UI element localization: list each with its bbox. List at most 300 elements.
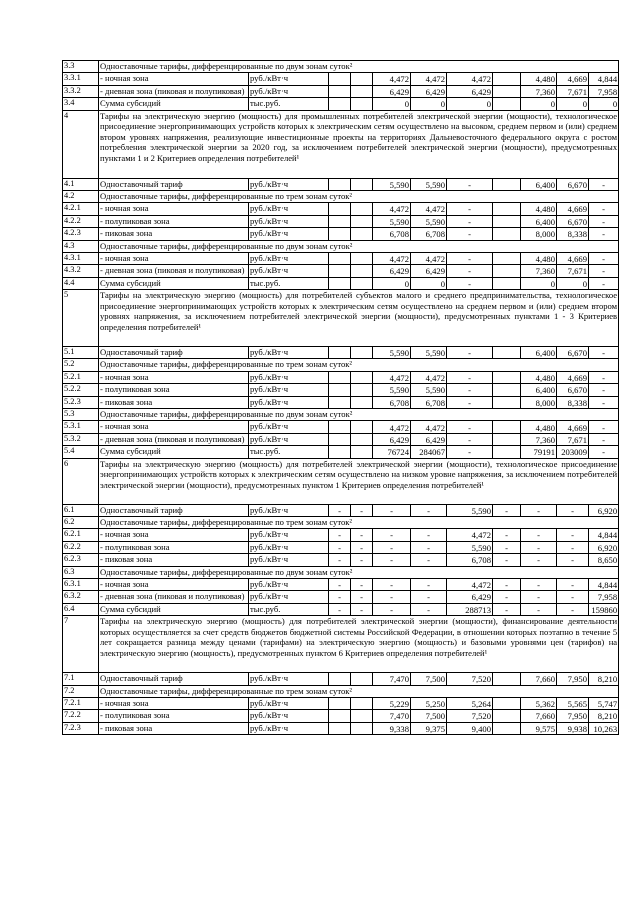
value-cell: 0 bbox=[411, 277, 447, 289]
value-cell: - bbox=[557, 591, 589, 603]
table-row bbox=[63, 61, 619, 73]
value-cell: 5,590 bbox=[411, 178, 447, 190]
value-cell: 4,472 bbox=[373, 421, 411, 433]
value-cell: - bbox=[589, 277, 619, 289]
value-cell: 4,669 bbox=[557, 252, 589, 264]
value-cell: - bbox=[329, 591, 351, 603]
value-cell: - bbox=[589, 265, 619, 277]
table-row bbox=[63, 73, 619, 85]
table-row bbox=[63, 409, 619, 421]
value-cell bbox=[351, 73, 373, 85]
value-cell: - bbox=[521, 591, 557, 603]
value-cell: 4,480 bbox=[521, 203, 557, 215]
table-row bbox=[63, 396, 619, 408]
table-row bbox=[63, 290, 619, 347]
table-row bbox=[63, 228, 619, 240]
value-cell: 6,429 bbox=[447, 85, 493, 97]
value-cell: 5,590 bbox=[373, 178, 411, 190]
table-row bbox=[63, 504, 619, 516]
table-row bbox=[63, 110, 619, 178]
value-cell: 4,472 bbox=[411, 203, 447, 215]
value-cell: - bbox=[447, 252, 493, 264]
value-cell: - bbox=[351, 541, 373, 553]
row-unit: руб./кВт·ч bbox=[249, 722, 329, 734]
value-cell: 79191 bbox=[521, 446, 557, 458]
row-number: 4.2.2 bbox=[63, 215, 99, 227]
row-unit: руб./кВт·ч bbox=[249, 504, 329, 516]
value-cell: - bbox=[447, 203, 493, 215]
value-cell bbox=[493, 98, 521, 110]
value-cell: - bbox=[447, 396, 493, 408]
value-cell: - bbox=[447, 277, 493, 289]
value-cell: 0 bbox=[447, 98, 493, 110]
value-cell: 159860 bbox=[589, 603, 619, 615]
value-cell: - bbox=[521, 504, 557, 516]
value-cell: 6,708 bbox=[373, 396, 411, 408]
row-number: 5.1 bbox=[63, 347, 99, 359]
value-cell: 7,950 bbox=[557, 710, 589, 722]
value-cell bbox=[329, 371, 351, 383]
row-number: 3.3.1 bbox=[63, 73, 99, 85]
row-unit: тыс.руб. bbox=[249, 98, 329, 110]
value-cell bbox=[329, 73, 351, 85]
value-cell bbox=[329, 85, 351, 97]
row-label: Одноставочный тариф bbox=[99, 673, 249, 685]
value-cell: 7,671 bbox=[557, 265, 589, 277]
value-cell: - bbox=[589, 384, 619, 396]
value-cell: 4,472 bbox=[373, 371, 411, 383]
value-cell: - bbox=[373, 578, 411, 590]
section-heading: Тарифы на электрическую энергию (мощность) для потребителей электрической энергии (мощности), финансирование деятельности которых осуществляется за счет средств бюджетов бюджетной системы Российской Федерации, в отношении которых поэтапно в течение 5 лет сокращается разница между ценами (тарифами) на электрическую энергию (мощность) и базовыми уровнями цен (тарифов) на электрическую энергию (мощность), предусмотренных пунктом 6 Критериев определения потребителей¹ bbox=[99, 616, 619, 673]
row-number: 4.3.1 bbox=[63, 252, 99, 264]
value-cell: - bbox=[493, 504, 521, 516]
value-cell: - bbox=[447, 265, 493, 277]
row-number: 6.2.1 bbox=[63, 529, 99, 541]
value-cell: 7,671 bbox=[557, 433, 589, 445]
row-number: 6.3 bbox=[63, 566, 99, 578]
subsection-heading: Одноставочные тарифы, дифференцированные по двум зонам суток² bbox=[99, 409, 619, 421]
value-cell: 7,958 bbox=[589, 85, 619, 97]
value-cell: - bbox=[493, 541, 521, 553]
value-cell: 7,500 bbox=[411, 710, 447, 722]
value-cell bbox=[329, 710, 351, 722]
table-row bbox=[63, 673, 619, 685]
table-row bbox=[63, 516, 619, 528]
row-number: 4.4 bbox=[63, 277, 99, 289]
value-cell bbox=[329, 384, 351, 396]
value-cell: - bbox=[557, 529, 589, 541]
value-cell: 6,708 bbox=[373, 228, 411, 240]
row-number: 6 bbox=[63, 458, 99, 504]
row-label: - ночная зона bbox=[99, 578, 249, 590]
value-cell: 7,470 bbox=[373, 673, 411, 685]
value-cell: 7,470 bbox=[373, 710, 411, 722]
value-cell: 4,844 bbox=[589, 529, 619, 541]
row-label: Сумма субсидий bbox=[99, 277, 249, 289]
value-cell bbox=[351, 722, 373, 734]
value-cell: 9,400 bbox=[447, 722, 493, 734]
value-cell: 8,210 bbox=[589, 710, 619, 722]
value-cell bbox=[351, 178, 373, 190]
row-label: - полупиковая зона bbox=[99, 215, 249, 227]
row-number: 4.3 bbox=[63, 240, 99, 252]
row-unit: руб./кВт·ч bbox=[249, 396, 329, 408]
value-cell: - bbox=[557, 578, 589, 590]
value-cell: 5,250 bbox=[411, 697, 447, 709]
value-cell: 0 bbox=[521, 98, 557, 110]
table-row bbox=[63, 458, 619, 504]
subsection-heading: Одноставочные тарифы, дифференцированные по трем зонам суток² bbox=[99, 685, 619, 697]
value-cell: 6,920 bbox=[589, 504, 619, 516]
value-cell bbox=[493, 421, 521, 433]
table-row bbox=[63, 566, 619, 578]
value-cell: 5,590 bbox=[411, 384, 447, 396]
table-row bbox=[63, 554, 619, 566]
value-cell: - bbox=[447, 215, 493, 227]
value-cell: - bbox=[329, 603, 351, 615]
value-cell: 5,362 bbox=[521, 697, 557, 709]
value-cell: 6,670 bbox=[557, 347, 589, 359]
value-cell: 76724 bbox=[373, 446, 411, 458]
value-cell: - bbox=[373, 591, 411, 603]
value-cell: 4,472 bbox=[411, 421, 447, 433]
row-number: 6.3.1 bbox=[63, 578, 99, 590]
row-label: - дневная зона (пиковая и полупиковая) bbox=[99, 591, 249, 603]
value-cell: - bbox=[447, 228, 493, 240]
value-cell: 8,338 bbox=[557, 396, 589, 408]
value-cell: 7,520 bbox=[447, 673, 493, 685]
section-heading: Тарифы на электрическую энергию (мощность) для промышленных потребителей электрической энергии (мощности), технологическое присоединение энергопринимающих устройств которых к электрическим сетям осуществлено на высоком, среднем первом и (или) среднем втором уровнях напряжения, реализующие инвестиционные проекты на территориях Дальневосточного федерального округа с ростом потребления электрической энергии за 2020 год, за исключением потребителей электрической энергии (мощности), предусмотренных пунктами 1 и 2 Критериев определения потребителей¹ bbox=[99, 110, 619, 178]
table-row bbox=[63, 203, 619, 215]
value-cell: - bbox=[351, 529, 373, 541]
row-number: 7.2.3 bbox=[63, 722, 99, 734]
row-number: 6.2 bbox=[63, 516, 99, 528]
value-cell: 4,480 bbox=[521, 371, 557, 383]
value-cell: - bbox=[589, 228, 619, 240]
value-cell bbox=[493, 396, 521, 408]
row-label: Одноставочный тариф bbox=[99, 178, 249, 190]
value-cell: - bbox=[521, 578, 557, 590]
table-row bbox=[63, 541, 619, 553]
value-cell bbox=[351, 215, 373, 227]
value-cell: - bbox=[521, 554, 557, 566]
value-cell: 6,429 bbox=[411, 433, 447, 445]
value-cell: - bbox=[589, 396, 619, 408]
value-cell: - bbox=[493, 578, 521, 590]
row-number: 6.2.3 bbox=[63, 554, 99, 566]
value-cell: - bbox=[411, 591, 447, 603]
row-unit: тыс.руб. bbox=[249, 603, 329, 615]
value-cell bbox=[351, 371, 373, 383]
row-unit: руб./кВт·ч bbox=[249, 591, 329, 603]
row-number: 5.3.2 bbox=[63, 433, 99, 445]
row-number: 7.2.1 bbox=[63, 697, 99, 709]
table-row bbox=[63, 190, 619, 202]
table-row bbox=[63, 685, 619, 697]
value-cell: - bbox=[351, 578, 373, 590]
row-label: - ночная зона bbox=[99, 371, 249, 383]
row-label: - ночная зона bbox=[99, 697, 249, 709]
row-label: - дневная зона (пиковая и полупиковая) bbox=[99, 265, 249, 277]
value-cell bbox=[329, 277, 351, 289]
value-cell: - bbox=[373, 504, 411, 516]
row-number: 5.3 bbox=[63, 409, 99, 421]
value-cell bbox=[351, 446, 373, 458]
value-cell bbox=[493, 673, 521, 685]
table-row bbox=[63, 529, 619, 541]
value-cell: 4,472 bbox=[411, 371, 447, 383]
row-unit: руб./кВт·ч bbox=[249, 578, 329, 590]
row-label: Одноставочный тариф bbox=[99, 504, 249, 516]
value-cell bbox=[329, 421, 351, 433]
value-cell bbox=[351, 228, 373, 240]
value-cell bbox=[329, 203, 351, 215]
value-cell: - bbox=[447, 433, 493, 445]
value-cell: - bbox=[557, 603, 589, 615]
row-number: 7.2.2 bbox=[63, 710, 99, 722]
value-cell bbox=[493, 203, 521, 215]
row-label: - ночная зона bbox=[99, 73, 249, 85]
table-row bbox=[63, 697, 619, 709]
value-cell bbox=[351, 252, 373, 264]
value-cell: - bbox=[589, 347, 619, 359]
value-cell: 7,660 bbox=[521, 673, 557, 685]
tariff-table bbox=[62, 60, 619, 735]
row-unit: тыс.руб. bbox=[249, 277, 329, 289]
value-cell bbox=[351, 347, 373, 359]
value-cell: - bbox=[351, 591, 373, 603]
value-cell: 0 bbox=[411, 98, 447, 110]
table-row bbox=[63, 616, 619, 673]
row-label: - пиковая зона bbox=[99, 396, 249, 408]
value-cell: 6,429 bbox=[373, 265, 411, 277]
row-label: - полупиковая зона bbox=[99, 384, 249, 396]
table-row bbox=[63, 578, 619, 590]
value-cell bbox=[493, 347, 521, 359]
value-cell: 5,590 bbox=[411, 347, 447, 359]
value-cell: - bbox=[589, 215, 619, 227]
value-cell: 6,670 bbox=[557, 215, 589, 227]
value-cell: 5,565 bbox=[557, 697, 589, 709]
value-cell: - bbox=[557, 554, 589, 566]
row-label: - пиковая зона bbox=[99, 722, 249, 734]
table-row bbox=[63, 384, 619, 396]
table-row bbox=[63, 446, 619, 458]
value-cell: - bbox=[329, 504, 351, 516]
table-row bbox=[63, 591, 619, 603]
row-number: 3.3 bbox=[63, 61, 99, 73]
value-cell: 5,590 bbox=[411, 215, 447, 227]
value-cell: - bbox=[589, 252, 619, 264]
row-unit: руб./кВт·ч bbox=[249, 203, 329, 215]
value-cell bbox=[351, 384, 373, 396]
value-cell: - bbox=[493, 603, 521, 615]
row-label: - ночная зона bbox=[99, 529, 249, 541]
value-cell: 4,844 bbox=[589, 578, 619, 590]
row-unit: руб./кВт·ч bbox=[249, 85, 329, 97]
value-cell: - bbox=[329, 554, 351, 566]
value-cell: 4,472 bbox=[373, 252, 411, 264]
row-label: - дневная зона (пиковая и полупиковая) bbox=[99, 433, 249, 445]
row-number: 5.2 bbox=[63, 359, 99, 371]
table-row bbox=[63, 215, 619, 227]
value-cell bbox=[351, 265, 373, 277]
value-cell: - bbox=[447, 347, 493, 359]
subsection-heading: Одноставочные тарифы, дифференцированные по двум зонам суток² bbox=[99, 240, 619, 252]
value-cell: - bbox=[373, 554, 411, 566]
value-cell: - bbox=[351, 504, 373, 516]
value-cell: 6,400 bbox=[521, 178, 557, 190]
value-cell: 4,480 bbox=[521, 421, 557, 433]
value-cell: 7,950 bbox=[557, 673, 589, 685]
section-heading: Тарифы на электрическую энергию (мощность) для потребителей субъектов малого и среднего предпринимательства, технологическое присоединение энергопринимающих устройств которых к электрическим сетям осуществлено на среднем первом и (или) среднем втором уровнях напряжения, за исключением потребителей электрической энергии (мощности), предусмотренных пунктами 1 - 3 Критериев определения потребителей¹ bbox=[99, 290, 619, 347]
value-cell: 6,708 bbox=[447, 554, 493, 566]
row-number: 6.1 bbox=[63, 504, 99, 516]
row-number: 7.2 bbox=[63, 685, 99, 697]
value-cell: 4,472 bbox=[411, 73, 447, 85]
value-cell: 4,472 bbox=[373, 73, 411, 85]
value-cell bbox=[329, 215, 351, 227]
value-cell: 6,670 bbox=[557, 384, 589, 396]
row-number: 7 bbox=[63, 616, 99, 673]
value-cell: - bbox=[329, 578, 351, 590]
row-unit: руб./кВт·ч bbox=[249, 265, 329, 277]
value-cell: 288713 bbox=[447, 603, 493, 615]
value-cell: - bbox=[589, 446, 619, 458]
value-cell: 5,229 bbox=[373, 697, 411, 709]
row-unit: руб./кВт·ч bbox=[249, 384, 329, 396]
value-cell bbox=[493, 228, 521, 240]
value-cell bbox=[493, 446, 521, 458]
value-cell: 5,590 bbox=[447, 504, 493, 516]
value-cell bbox=[351, 98, 373, 110]
value-cell: 6,429 bbox=[373, 85, 411, 97]
table-row bbox=[63, 421, 619, 433]
value-cell bbox=[493, 722, 521, 734]
value-cell: 8,650 bbox=[589, 554, 619, 566]
value-cell: 5,590 bbox=[373, 347, 411, 359]
row-unit: руб./кВт·ч bbox=[249, 529, 329, 541]
row-unit: руб./кВт·ч bbox=[249, 347, 329, 359]
row-number: 6.2.2 bbox=[63, 541, 99, 553]
row-unit: руб./кВт·ч bbox=[249, 433, 329, 445]
row-label: - ночная зона bbox=[99, 203, 249, 215]
value-cell: 0 bbox=[557, 277, 589, 289]
value-cell: 8,338 bbox=[557, 228, 589, 240]
value-cell: - bbox=[589, 421, 619, 433]
value-cell: - bbox=[589, 371, 619, 383]
value-cell: 4,472 bbox=[447, 578, 493, 590]
subsection-heading: Одноставочные тарифы, дифференцированные по трем зонам суток² bbox=[99, 359, 619, 371]
value-cell bbox=[493, 697, 521, 709]
value-cell: - bbox=[411, 578, 447, 590]
value-cell: 6,920 bbox=[589, 541, 619, 553]
row-label: - ночная зона bbox=[99, 252, 249, 264]
value-cell: 5,747 bbox=[589, 697, 619, 709]
row-unit: руб./кВт·ч bbox=[249, 554, 329, 566]
value-cell: - bbox=[411, 603, 447, 615]
row-number: 7.1 bbox=[63, 673, 99, 685]
value-cell: 7,520 bbox=[447, 710, 493, 722]
value-cell: 8,000 bbox=[521, 228, 557, 240]
row-number: 5.3.1 bbox=[63, 421, 99, 433]
table-row bbox=[63, 603, 619, 615]
value-cell: - bbox=[521, 603, 557, 615]
value-cell: - bbox=[589, 203, 619, 215]
value-cell: 9,338 bbox=[373, 722, 411, 734]
row-unit: руб./кВт·ч bbox=[249, 697, 329, 709]
subsection-heading: Одноставочные тарифы, дифференцированные по трем зонам суток² bbox=[99, 516, 619, 528]
value-cell: - bbox=[447, 371, 493, 383]
table-row bbox=[63, 722, 619, 734]
value-cell: 0 bbox=[589, 98, 619, 110]
row-number: 4.2.1 bbox=[63, 203, 99, 215]
row-unit: руб./кВт·ч bbox=[249, 673, 329, 685]
value-cell: - bbox=[589, 178, 619, 190]
value-cell: - bbox=[493, 529, 521, 541]
value-cell bbox=[493, 85, 521, 97]
value-cell: 4,669 bbox=[557, 421, 589, 433]
value-cell bbox=[329, 673, 351, 685]
value-cell: 5,590 bbox=[373, 215, 411, 227]
row-number: 5.2.3 bbox=[63, 396, 99, 408]
value-cell: 6,400 bbox=[521, 384, 557, 396]
row-unit: руб./кВт·ч bbox=[249, 228, 329, 240]
value-cell: - bbox=[373, 541, 411, 553]
value-cell: 6,670 bbox=[557, 178, 589, 190]
value-cell: 9,575 bbox=[521, 722, 557, 734]
table-row bbox=[63, 240, 619, 252]
table-row bbox=[63, 178, 619, 190]
value-cell: - bbox=[493, 554, 521, 566]
value-cell bbox=[351, 396, 373, 408]
value-cell: 9,375 bbox=[411, 722, 447, 734]
row-number: 5.2.2 bbox=[63, 384, 99, 396]
value-cell: - bbox=[447, 446, 493, 458]
value-cell bbox=[329, 722, 351, 734]
value-cell: 4,480 bbox=[521, 252, 557, 264]
value-cell: 7,958 bbox=[589, 591, 619, 603]
value-cell bbox=[351, 673, 373, 685]
value-cell: 6,429 bbox=[411, 265, 447, 277]
value-cell: 6,429 bbox=[373, 433, 411, 445]
value-cell: 0 bbox=[521, 277, 557, 289]
value-cell bbox=[329, 178, 351, 190]
row-label: - полупиковая зона bbox=[99, 541, 249, 553]
value-cell: - bbox=[329, 529, 351, 541]
row-unit: руб./кВт·ч bbox=[249, 421, 329, 433]
row-number: 5.2.1 bbox=[63, 371, 99, 383]
table-row bbox=[63, 433, 619, 445]
row-label: Одноставочный тариф bbox=[99, 347, 249, 359]
value-cell: 8,210 bbox=[589, 673, 619, 685]
value-cell bbox=[351, 85, 373, 97]
value-cell: 4,480 bbox=[521, 73, 557, 85]
row-label: Сумма субсидий bbox=[99, 446, 249, 458]
row-label: - полупиковая зона bbox=[99, 710, 249, 722]
value-cell bbox=[493, 252, 521, 264]
value-cell bbox=[493, 384, 521, 396]
table-row bbox=[63, 359, 619, 371]
table-row bbox=[63, 277, 619, 289]
value-cell: 0 bbox=[557, 98, 589, 110]
value-cell: 6,400 bbox=[521, 347, 557, 359]
row-number: 6.3.2 bbox=[63, 591, 99, 603]
subsection-heading: Одноставочные тарифы, дифференцированные по двум зонам суток² bbox=[99, 61, 619, 73]
row-number: 3.4 bbox=[63, 98, 99, 110]
value-cell bbox=[329, 697, 351, 709]
row-label: Сумма субсидий bbox=[99, 98, 249, 110]
